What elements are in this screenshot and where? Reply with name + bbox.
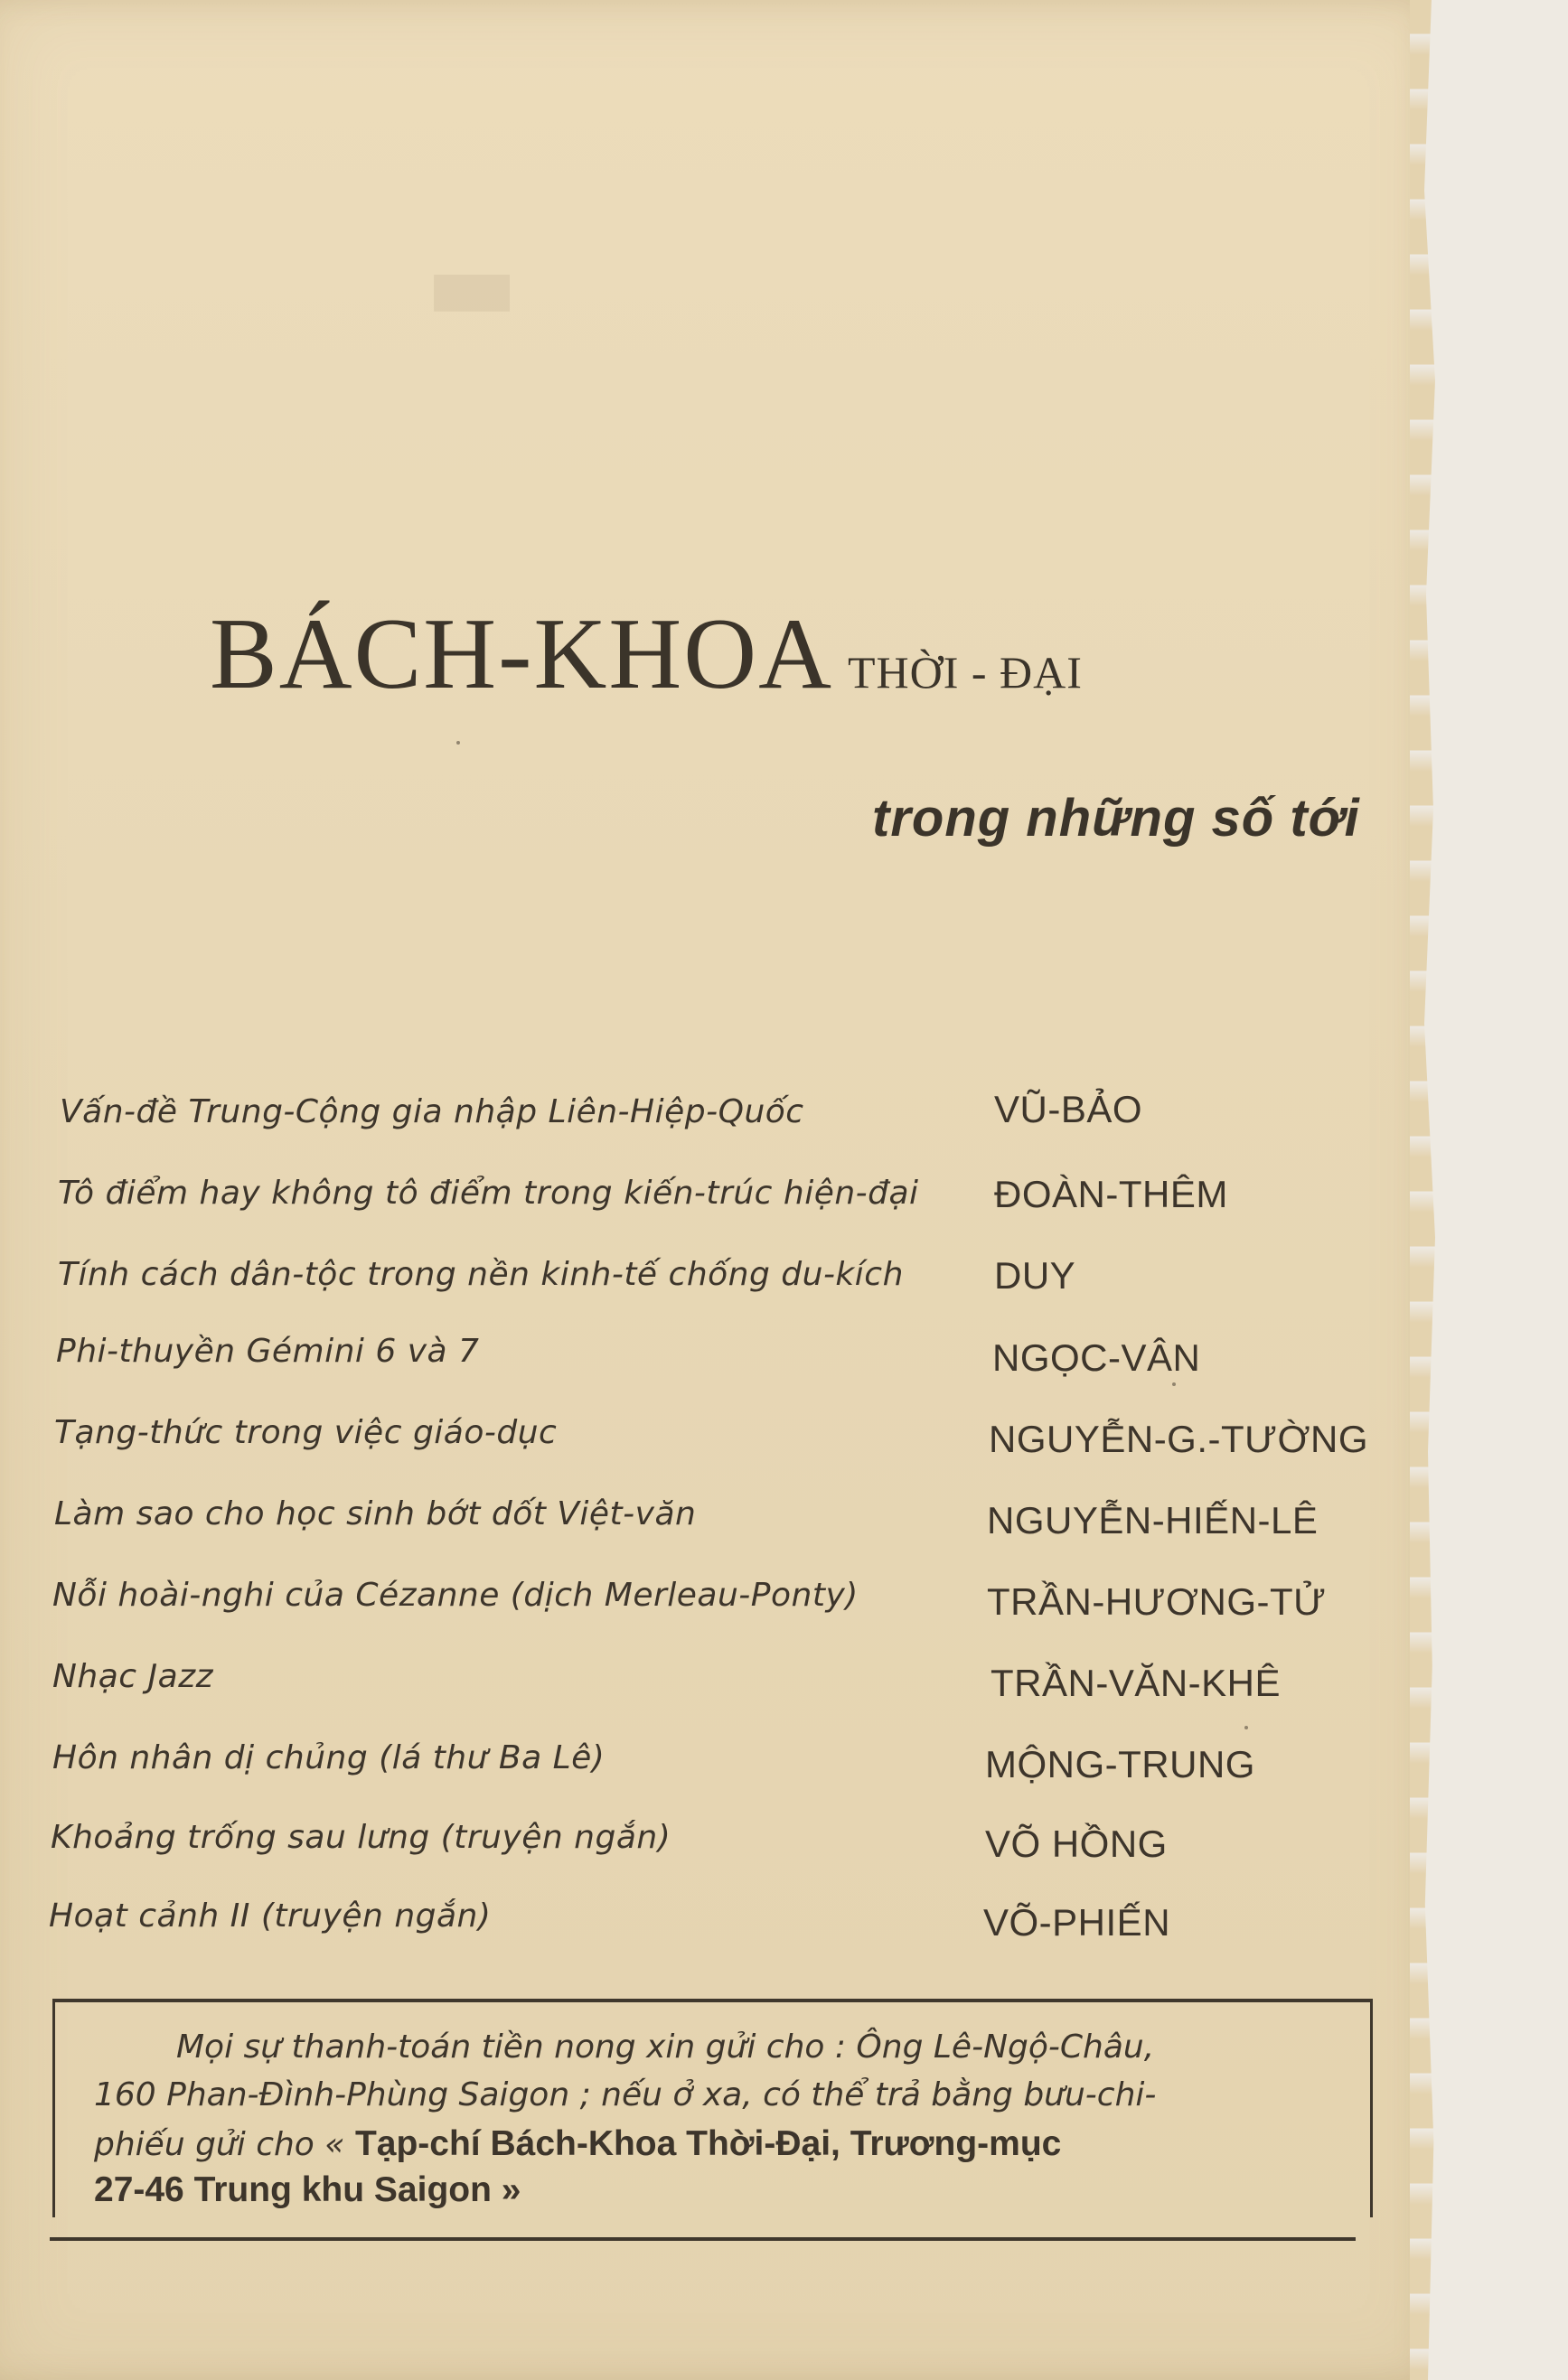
article-author: VÕ-PHIẾN <box>983 1901 1171 1944</box>
paper-speck <box>456 741 460 745</box>
article-title: Hôn nhân dị chủng (lá thư Ba Lê) <box>52 1739 606 1776</box>
masthead <box>210 596 1083 713</box>
paper-speck <box>1172 1382 1176 1386</box>
tagline: trong những số tới <box>872 789 1360 848</box>
notice-account-number: 27-46 Trung khu Saigon » <box>94 2170 521 2209</box>
article-title: Tính cách dân-tộc trong nền kinh-tế chống du-kích <box>58 1256 904 1293</box>
paper-speck <box>1244 1726 1248 1729</box>
article-title: Nhạc Jazz <box>52 1658 214 1695</box>
article-author: DUY <box>994 1254 1076 1297</box>
background-beyond-page <box>1423 0 1568 2380</box>
article-title: Khoảng trống sau lưng (truyện ngắn) <box>51 1819 671 1856</box>
article-title: Hoạt cảnh II (truyện ngắn) <box>49 1897 492 1935</box>
article-title: Tô điểm hay không tô điểm trong kiến-trúc hiện-đại <box>58 1175 919 1212</box>
notice-line <box>94 2124 1061 2164</box>
notice-line: 160 Phan-Đình-Phùng Saigon ; nếu ở xa, có thể trả bằng bưu-chi- <box>94 2076 1157 2113</box>
notice-account-name: Tạp-chí Bách-Khoa Thời-Đại, Trương-mục <box>354 2124 1062 2163</box>
article-author: NGUYỄN-HIẾN-LÊ <box>987 1499 1319 1541</box>
article-title: Làm sao cho học sinh bớt dốt Việt-văn <box>54 1495 697 1532</box>
notice-line-prefix: phiếu gửi cho « <box>94 2126 345 2163</box>
notice-bottom-rule <box>50 2237 1356 2241</box>
masthead-title: BÁCH-KHOA <box>210 598 833 710</box>
article-author: VŨ-BẢO <box>994 1088 1143 1130</box>
article-title: Tạng-thức trong việc giáo-dục <box>54 1414 558 1451</box>
article-author: NGUYỄN-G.-TƯỜNG <box>989 1418 1369 1460</box>
article-title: Vấn-đề Trung-Cộng gia nhập Liên-Hiệp-Quốc <box>60 1093 804 1130</box>
article-author: TRẦN-VĂN-KHÊ <box>991 1662 1282 1704</box>
notice-line: Mọi sự thanh-toán tiền nong xin gửi cho : Ông Lê-Ngộ-Châu, <box>176 2029 1155 2066</box>
article-author: TRẦN-HƯƠNG-TỬ <box>987 1580 1327 1623</box>
article-author: ĐOÀN-THÊM <box>994 1173 1228 1215</box>
article-title: Phi-thuyền Gémini 6 và 7 <box>56 1333 480 1370</box>
article-author: MỘNG-TRUNG <box>985 1743 1255 1785</box>
masthead-subtitle: THỜI - ĐẠI <box>848 647 1083 698</box>
article-author: VÕ HỒNG <box>985 1822 1168 1865</box>
article-title: Nỗi hoài-nghi của Cézanne (dịch Merleau-Ponty) <box>52 1577 859 1614</box>
show-through-mark: ▬ <box>425 226 519 342</box>
article-author: NGỌC-VÂN <box>992 1336 1201 1379</box>
